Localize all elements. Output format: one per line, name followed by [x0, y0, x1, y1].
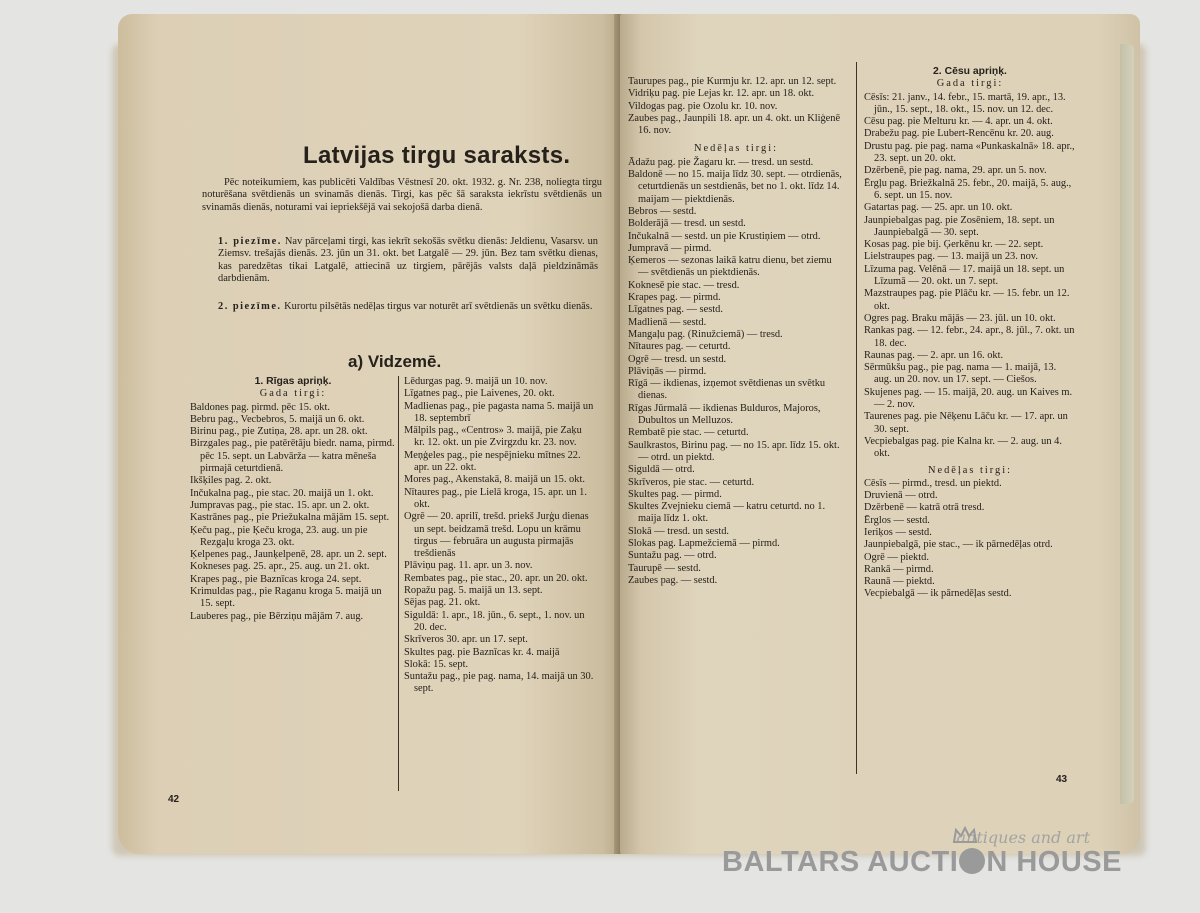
- list-item: Mores pag., Akenstakā, 8. maijā un 15. okt.: [404, 474, 585, 486]
- column-2: [404, 376, 594, 696]
- list-item: Skrīveros 30. apr. un 17. sept.: [404, 634, 528, 646]
- list-item: Mazstraupes pag. pie Plāču kr. — 15. febr. un 12. okt.: [864, 288, 1070, 312]
- column-4-weekly-list: [864, 478, 1076, 601]
- column-4-list: [864, 92, 1076, 461]
- section-heading: a) Vidzemē.: [348, 352, 442, 371]
- list-item: Baldones pag. pirmd. pēc 15. okt.: [190, 401, 330, 413]
- left-page: [118, 14, 618, 854]
- list-item: Siguldā: 1. apr., 18. jūn., 6. sept., 1. nov. un 20. dec.: [404, 609, 585, 633]
- list-item: Bebru pag., Vecbebros, 5. maijā un 6. okt.: [190, 413, 365, 425]
- list-item: Krapes pag. — pirmd.: [628, 292, 721, 304]
- list-item: Rankā — pirmd.: [864, 563, 934, 575]
- list-item: Koknesē pie stac. — tresd.: [628, 279, 740, 291]
- column-2-list: [404, 376, 594, 696]
- column-1: [190, 376, 396, 623]
- list-item: Drustu pag. pie pag. nama «Punkaskalnā» 18. apr., 23. sept. un 20. okt.: [864, 140, 1075, 165]
- list-item: Taurupē — sestd.: [628, 562, 701, 574]
- page-title: Latvijas tirgu saraksts.: [303, 142, 571, 169]
- note-2-text: Kurortu pilsētās nedēļas tirgus var noturēt arī svētdienās un svētku dienās.: [284, 301, 593, 312]
- list-item: Mangaļu pag. (Rinužciemā) — tresd.: [628, 328, 783, 340]
- column-divider: [398, 376, 399, 791]
- list-item: Inčukalnā — sestd. un pie Krustiņiem — otrd.: [628, 230, 821, 242]
- page-number-right: 43: [1056, 774, 1068, 785]
- list-item: Slokā — tresd. un sestd.: [628, 525, 730, 537]
- list-item: Ērgļu pag. Briežkalnā 25. febr., 20. maijā, 5. aug., 6. sept. un 15. nov.: [864, 177, 1072, 201]
- list-item: Skultes Zvejnieku ciemā — katru ceturtd. no 1. maija līdz 1. okt.: [628, 501, 826, 525]
- note-1: [218, 236, 598, 285]
- watermark-brand: [722, 846, 1122, 879]
- list-item: Jumpravas pag., pie stac. 15. apr. un 2. okt.: [190, 499, 370, 511]
- list-item: Līgatnes pag., pie Laivenes, 20. okt.: [404, 388, 555, 400]
- list-item: Lielstraupes pag. — 13. maijā un 23. nov.: [864, 251, 1038, 263]
- watermark: [722, 828, 1122, 898]
- column-1-list: [190, 402, 396, 623]
- list-item: Jaunpiebalgas pag. pie Zosēniem, 18. sept. un Jaunpiebalgā — 30. sept.: [864, 214, 1055, 238]
- list-item: Suntažu pag., pie pag. nama, 14. maijā un 30. sept.: [404, 671, 594, 695]
- list-item: Lauberes pag., pie Bērziņu mājām 7. aug.: [190, 610, 364, 622]
- booklet: [118, 14, 1140, 854]
- list-item: Ādažu pag. pie Žagaru kr. — tresd. un sestd.: [628, 156, 814, 168]
- column-4-subheader: Gada tirgi:: [936, 78, 1004, 90]
- list-item: Meņģeles pag., pie nespējnieku mītnes 22. apr. un 22. okt.: [404, 449, 581, 474]
- note-2-label: 2. piezīme.: [218, 301, 282, 312]
- list-item: Krimuldas pag., pie Raganu kroga 5. maijā un 15. sept.: [190, 586, 382, 610]
- list-item: Sējas pag. 21. okt.: [404, 597, 481, 609]
- list-item: Rīgā — ikdienas, izņemot svētdienas un svētku dienas.: [628, 378, 826, 402]
- note-2: [218, 301, 598, 313]
- list-item: Nītaures pag. — ceturtd.: [628, 341, 731, 353]
- list-item: Skultes pag. — pirmd.: [628, 488, 722, 500]
- list-item: Cēsīs — pirmd., tresd. un piektd.: [864, 477, 1002, 489]
- list-item: Cēsu pag. pie Melturu kr. — 4. apr. un 4. okt.: [864, 116, 1053, 128]
- column-1-header: 1. Rīgas apriņķ.: [254, 376, 332, 387]
- list-item: Raunas pag. — 2. apr. un 16. okt.: [864, 349, 1004, 361]
- page-edge: [1120, 44, 1134, 804]
- list-item: Ikšķiles pag. 2. okt.: [190, 475, 272, 487]
- list-item: Kastrānes pag., pie Priežukalna mājām 15. sept.: [190, 512, 390, 524]
- watermark-brand-end: N HOUSE: [986, 846, 1122, 878]
- list-item: Vidriķu pag. pie Lejas kr. 12. apr. un 18. okt.: [628, 88, 815, 100]
- column-3-subheader: Nedēļas tirgi:: [693, 143, 779, 155]
- list-item: Taurupes pag., pie Kurmju kr. 12. apr. un 12. sept.: [628, 76, 837, 87]
- list-item: Kokneses pag. 25. apr., 25. aug. un 21. okt.: [190, 561, 370, 573]
- list-item: Zaubes pag., Jaunpili 18. apr. un 4. okt. un Kliģenē 16. nov.: [628, 112, 841, 137]
- list-item: Dzērbenē, pie pag. nama, 29. apr. un 5. nov.: [864, 165, 1047, 177]
- list-item: Jumpravā — pirmd.: [628, 242, 712, 254]
- list-item: Bebros — sestd.: [628, 205, 697, 217]
- list-item: Līzuma pag. Velēnā — 17. maijā un 18. sept. un Līzumā — 20. okt. un 7. sept.: [864, 263, 1065, 288]
- list-item: Siguldā — otrd.: [628, 464, 695, 476]
- list-item: Drabežu pag. pie Lubert-Rencēnu kr. 20. aug.: [864, 128, 1054, 140]
- column-3-weekly-list: [628, 157, 844, 587]
- list-item: Lēdurgas pag. 9. maijā un 10. nov.: [404, 376, 548, 387]
- list-item: Ieriķos — sestd.: [864, 526, 932, 538]
- globe-icon: [959, 848, 985, 874]
- list-item: Rankas pag. — 12. febr., 24. apr., 8. jūl., 7. okt. un 18. dec.: [864, 325, 1075, 349]
- list-item: Baldonē — no 15. maija līdz 30. sept. — otrdienās, ceturtdienās un sestdienās, bet no 1. okt. līdz 14. maijam — piektdienās.: [628, 169, 842, 205]
- list-item: Birzgales pag., pie patērētāju biedr. nama, pirmd. pēc 15. sept. un Labvārža — katra mēneša pirmajā ceturtdienā.: [190, 438, 395, 475]
- list-item: Vildogas pag. pie Ozolu kr. 10. nov.: [628, 100, 778, 112]
- column-4: [864, 66, 1076, 601]
- crown-icon: [952, 826, 978, 844]
- watermark-tagline: antiques and art: [956, 828, 1090, 847]
- list-item: Krapes pag., pie Baznīcas kroga 24. sept.: [190, 573, 362, 585]
- column-4-header: 2. Cēsu apriņķ.: [933, 66, 1007, 77]
- column-divider-right: [856, 62, 857, 774]
- list-item: Plāviņu pag. 11. apr. un 3. nov.: [404, 560, 533, 572]
- list-item: Ķelpenes pag., Jaunķelpenē, 28. apr. un 2. sept.: [190, 549, 387, 561]
- list-item: Cēsīs: 21. janv., 14. febr., 15. martā, 19. apr., 13. jūn., 15. sept., 18. okt., 15. nov. un 12. dec.: [864, 91, 1066, 115]
- watermark-brand-start: BALTARS AUCTI: [722, 846, 959, 878]
- list-item: Slokā: 15. sept.: [404, 658, 469, 670]
- right-page: [620, 14, 1140, 854]
- list-item: Vecpiebalgā — ik pārnedēļas sestd.: [864, 588, 1012, 600]
- list-item: Sērmūkšu pag., pie pag. nama — 1. maijā, 13. aug. un 20. nov. un 17. sept. — Ciešos.: [864, 362, 1057, 386]
- list-item: Skujenes pag. — 15. maijā, 20. aug. un Kaives m. — 2. nov.: [864, 386, 1073, 411]
- list-item: Saulkrastos, Birinu pag. — no 15. apr. līdz 15. okt. — otrd. un piektd.: [628, 439, 840, 463]
- list-item: Ogrē — tresd. un sestd.: [628, 353, 727, 365]
- list-item: Bolderājā — tresd. un sestd.: [628, 218, 746, 230]
- intro-paragraph: Pēc noteikumiem, kas publicēti Valdības Vēstnesī 20. okt. 1932. g. Nr. 238, noliegta tirgu noturēšana svētdienās un svinamās dienās. Tirgi, kas pēc šā saraksta iekrīstu svētdienās un svinamās dienās, noturami vai iepriekšējā vai sekojošā darba dienā.: [202, 177, 602, 213]
- list-item: Rembates pag., pie stac., 20. apr. un 20. okt.: [404, 572, 588, 584]
- list-item: Druvienā — otrd.: [864, 490, 938, 502]
- list-item: Mālpils pag., «Centros» 3. maijā, pie Zaķu kr. 12. okt. un pie Zvirgzdu kr. 23. nov.: [404, 425, 582, 449]
- list-item: Zaubes pag. — sestd.: [628, 574, 718, 586]
- list-item: Dzērbenē — katrā otrā tresd.: [864, 502, 985, 514]
- list-item: Rīgas Jūrmalā — ikdienas Bulduros, Majoros, Dubultos un Melluzos.: [628, 402, 821, 427]
- list-item: Vecpiebalgas pag. pie Kalna kr. — 2. aug. un 4. okt.: [864, 435, 1062, 460]
- column-3: [628, 76, 844, 587]
- list-item: Līgatnes pag. — sestd.: [628, 304, 723, 316]
- list-item: Madlienas pag., pie pagasta nama 5. maijā un 18. septembrī: [404, 400, 594, 424]
- list-item: Skrīveros, pie stac. — ceturtd.: [628, 476, 755, 488]
- list-item: Ērglos — sestd.: [864, 514, 930, 526]
- list-item: Ropažu pag. 5. maijā un 13. sept.: [404, 585, 543, 597]
- list-item: Kosas pag. pie bij. Ģerkēnu kr. — 22. sept.: [864, 239, 1044, 251]
- list-item: Taurenes pag. pie Nēķenu Lāču kr. — 17. apr. un 30. sept.: [864, 411, 1068, 435]
- column-4-subheader-weekly: Nedēļas tirgi:: [927, 464, 1013, 476]
- list-item: Jaunpiebalgā, pie stac., — ik pārnedēļas otrd.: [864, 539, 1053, 551]
- list-item: Ķeču pag., pie Ķeču kroga, 23. aug. un pie Rezgaļu kroga 23. okt.: [190, 524, 368, 548]
- list-item: Ķemeros — sezonas laikā katru dienu, bet ziemu — svētdienās un piektdienās.: [628, 255, 832, 279]
- list-item: Plāviņās — pirmd.: [628, 365, 707, 377]
- list-item: Madlienā — sestd.: [628, 316, 707, 328]
- list-item: Ogres pag. Braku mājās — 23. jūl. un 10. okt.: [864, 312, 1056, 324]
- page-number-left: 42: [168, 794, 180, 805]
- list-item: Skultes pag. pie Baznīcas kr. 4. maijā: [404, 646, 560, 658]
- column-3-list: [628, 76, 844, 137]
- list-item: Rembatē pie stac. — ceturtd.: [628, 427, 749, 439]
- list-item: Ogrē — piektd.: [864, 551, 929, 563]
- list-item: Ogrē — 20. aprilī, trešd. priekš Jurģu dienas un sept. beidzamā trešd. Lopu un krāmu tirgus — februāra un augusta pirmajās trešdienās: [404, 511, 589, 560]
- list-item: Raunā — piektd.: [864, 576, 935, 588]
- list-item: Nītaures pag., pie Lielā kroga, 15. apr. un 1. okt.: [404, 486, 587, 510]
- list-item: Inčukalna pag., pie stac. 20. maijā un 1. okt.: [190, 487, 374, 499]
- note-1-label: 1. piezīme.: [218, 236, 282, 247]
- list-item: Gatartas pag. — 25. apr. un 10. okt.: [864, 202, 1013, 214]
- column-1-subheader: Gada tirgi:: [259, 388, 327, 400]
- list-item: Slokas pag. Lapmežciemā — pirmd.: [628, 537, 780, 549]
- list-item: Birinu pag., pie Zutiņa, 28. apr. un 28. okt.: [190, 426, 368, 438]
- note-1-text: Nav pārceļami tirgi, kas iekrīt sekošās svētku dienās: Jeldienu, Vasarsv. un Ziemsv. trešajās dienās. 23. jūn un 31. okt. bet Latgalē — 29. jūn. Bez tam svētku dienas, kas paredzētas tikai Latgalē, attiecinā uz tirgiem, pārējās valsts daļā pieldzināmās darbdienām.: [218, 236, 598, 284]
- list-item: Suntažu pag. — otrd.: [628, 550, 717, 562]
